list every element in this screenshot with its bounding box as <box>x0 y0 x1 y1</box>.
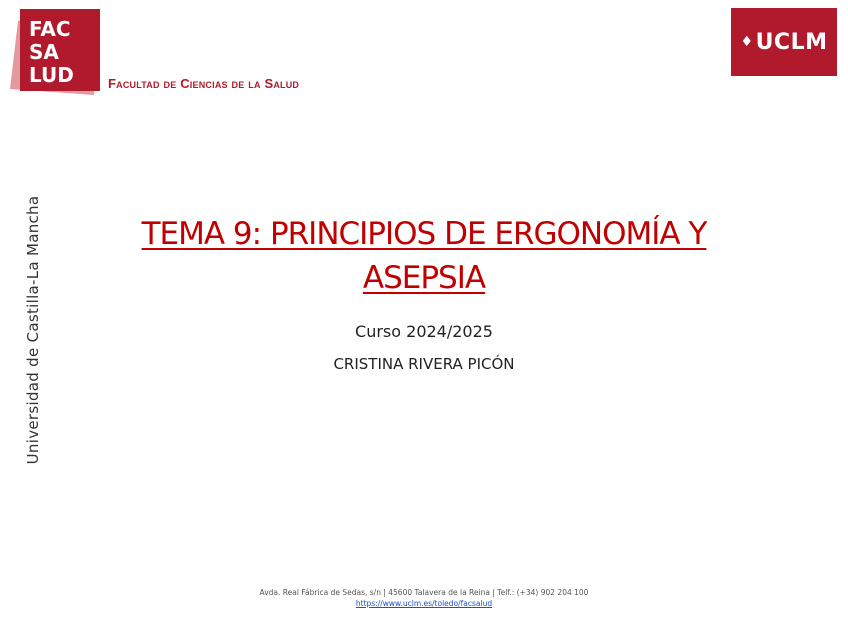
uclm-logo-text: UCLM <box>755 29 828 55</box>
faculty-name: Facultad de Ciencias de la Salud <box>108 76 300 91</box>
course-label: Curso 2024/2025 <box>355 322 493 341</box>
facsalud-logo-line-2: SA <box>29 40 59 64</box>
facsalud-logo-line-1: FAC <box>29 17 71 41</box>
author-name: CRISTINA RIVERA PICÓN <box>333 355 515 373</box>
university-vertical-label: Universidad de Castilla-La Mancha <box>24 195 42 465</box>
facsalud-logo <box>10 9 105 97</box>
footer-link[interactable]: https://www.uclm.es/toledo/facsalud <box>355 599 493 608</box>
uclm-diamond-icon: ♦ <box>740 34 754 50</box>
title-line-2: ASEPSIA <box>362 260 486 296</box>
facsalud-logo-line-3: LUD <box>29 63 74 87</box>
uclm-logo <box>731 8 837 76</box>
footer-address: Avda. Real Fábrica de Sedas, s/n | 45600 Talavera de la Reina | Telf.: (+34) 902 204 100 <box>259 588 589 597</box>
title-line-1: TEMA 9: PRINCIPIOS DE ERGONOMÍA Y <box>141 216 707 252</box>
presentation-title <box>60 212 788 300</box>
